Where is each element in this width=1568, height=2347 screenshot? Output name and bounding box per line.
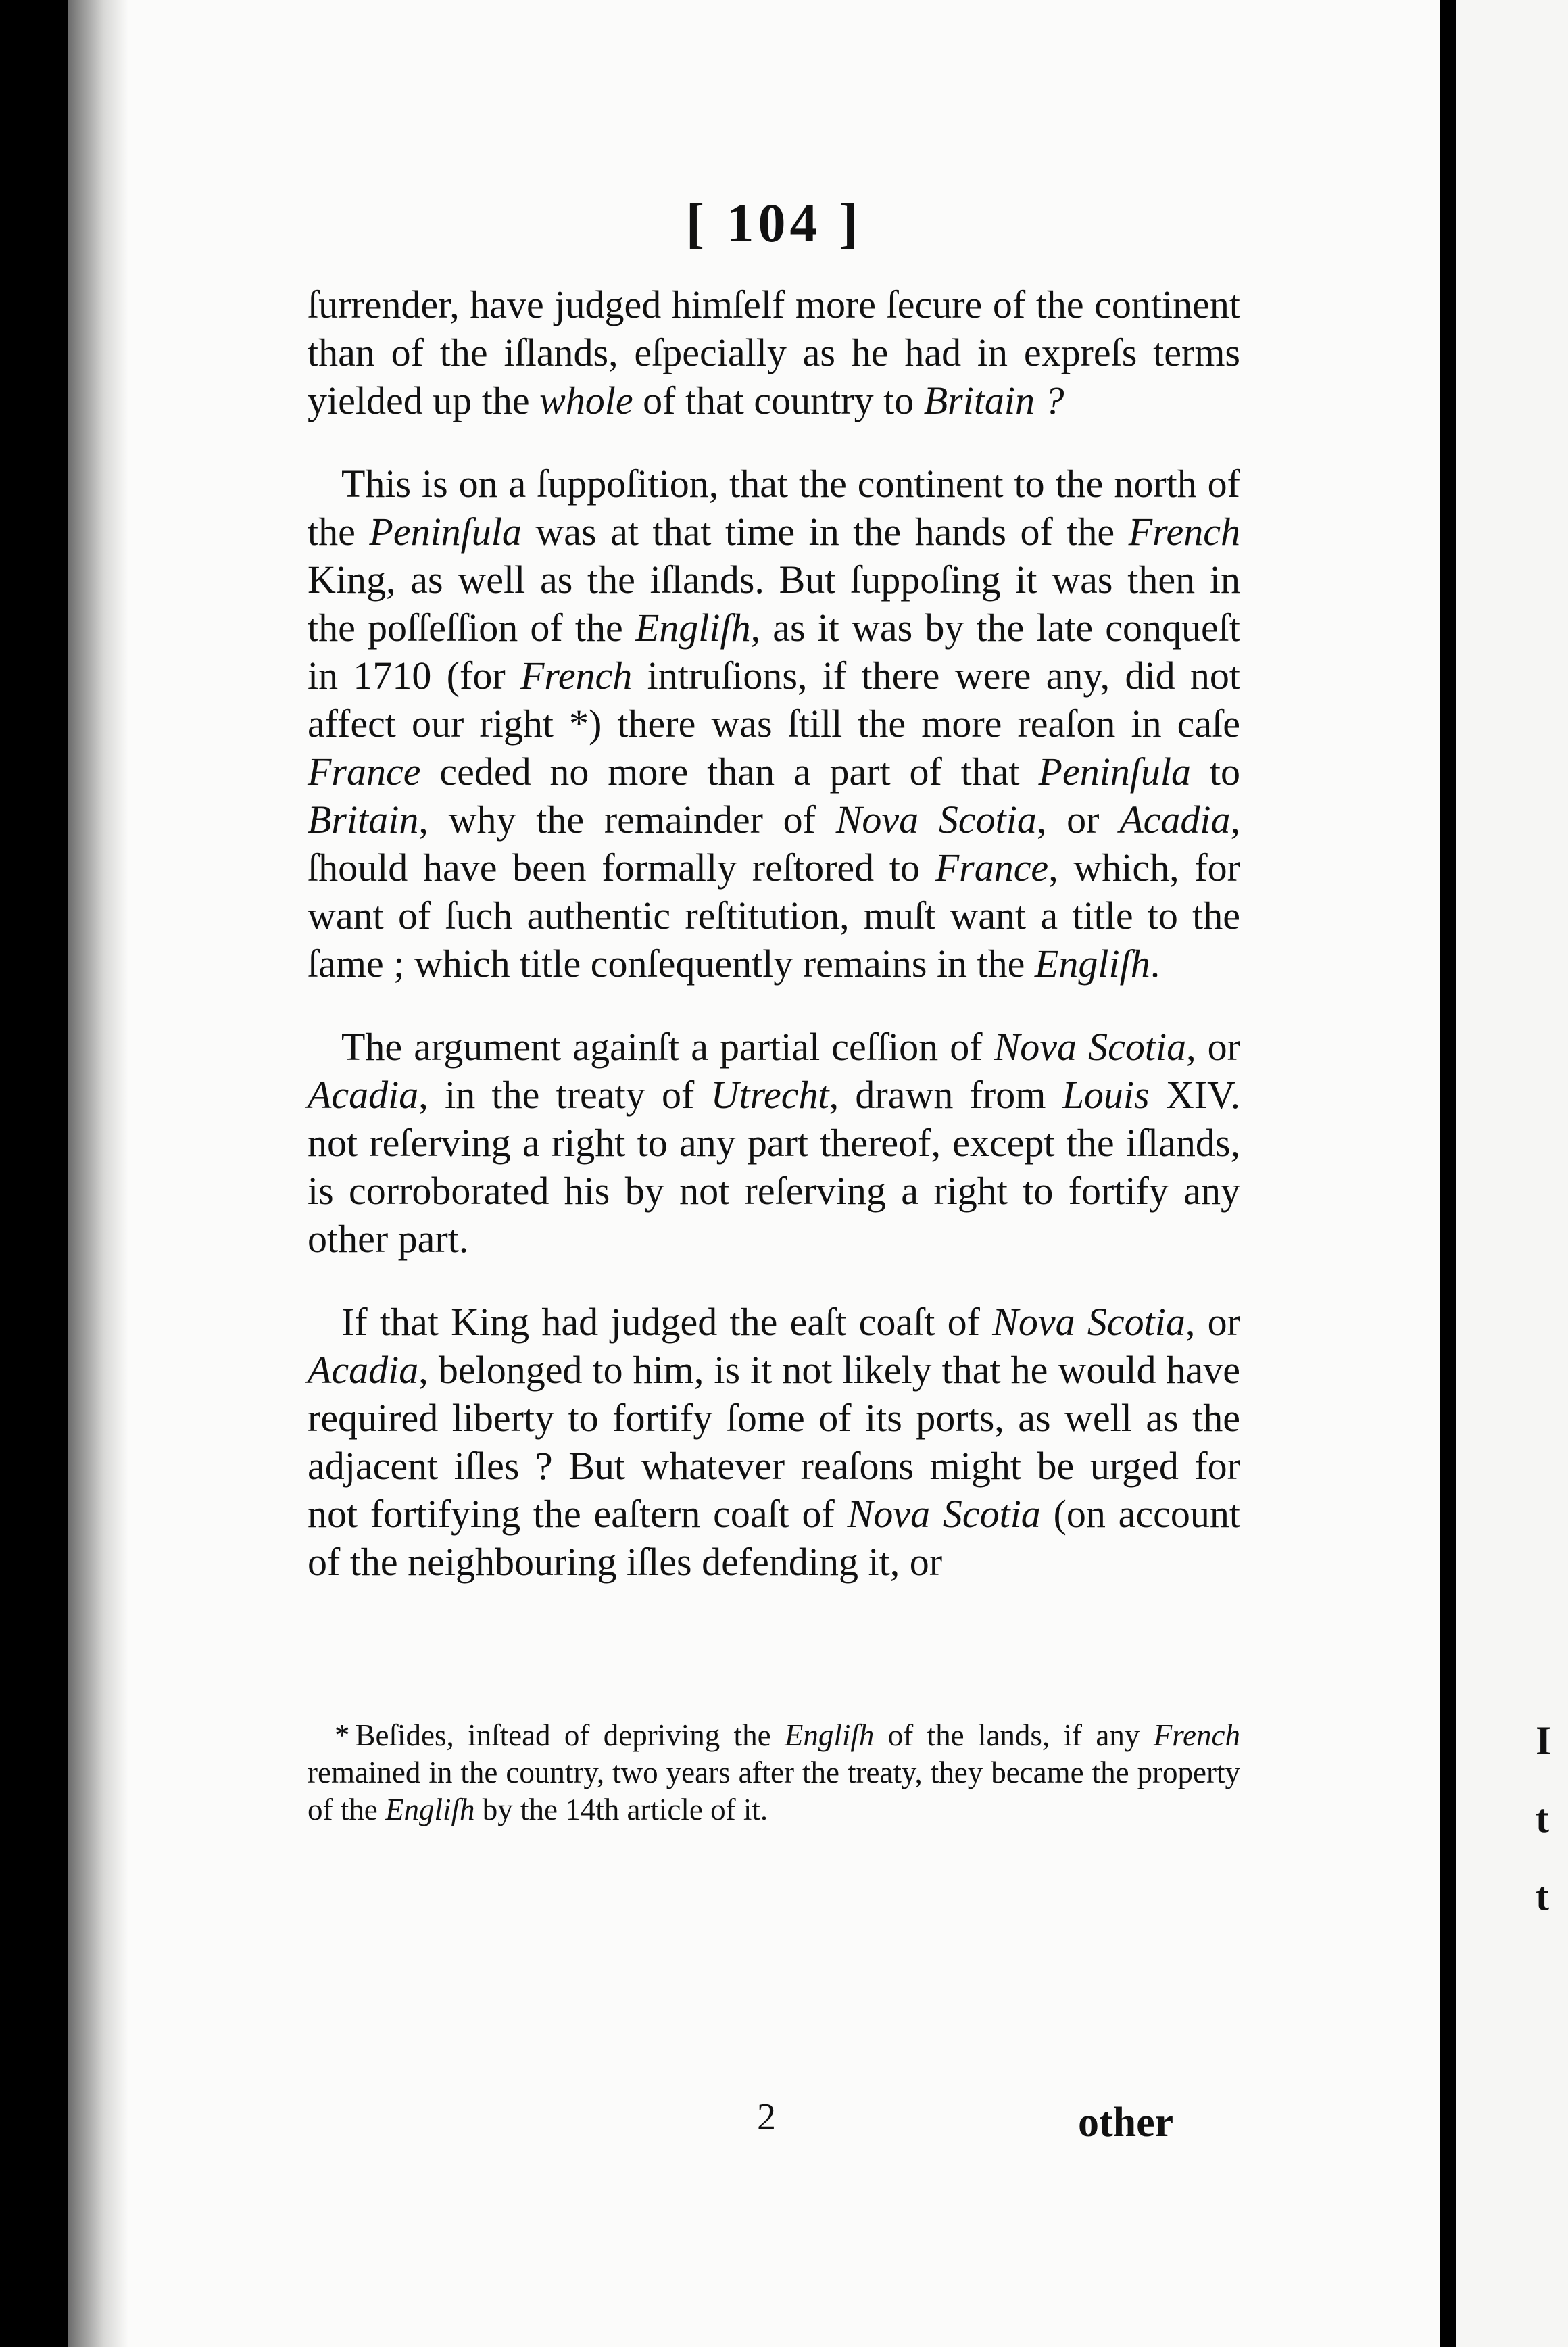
italic-text: Louis [1062, 1073, 1150, 1117]
paragraphs [308, 281, 1240, 1586]
text-run: , in the treaty of [418, 1073, 711, 1117]
text-run: , or [1185, 1300, 1240, 1345]
text-run: , ſhould have been formally reſtored to [308, 798, 1240, 890]
text-run: of that country to [633, 379, 924, 423]
text-run: of the lands, if any [874, 1718, 1154, 1752]
text-run: (on account of the neighbouring iſles defending it, or [308, 1492, 1240, 1584]
italic-text: French [520, 654, 633, 698]
italic-text: Acadia [1119, 798, 1231, 842]
paragraph-p1 [308, 281, 1240, 425]
paragraph-p2 [308, 460, 1240, 988]
italic-text: whole [539, 379, 633, 423]
text-run: by the 14th article of it. [474, 1793, 768, 1826]
text-run: , drawn from [829, 1073, 1062, 1117]
text-run: The argument againſt a partial ceſſion of [341, 1025, 994, 1069]
facing-page-edge [1456, 0, 1568, 2347]
italic-text: French [1128, 510, 1241, 554]
italic-text: Acadia [308, 1073, 419, 1117]
italic-text: Nova Scotia [992, 1300, 1185, 1345]
paragraph-p4 [308, 1298, 1240, 1586]
text-run: was at that time in the hands of the [521, 510, 1129, 554]
text-run: ceded no more than a part of that [420, 750, 1039, 794]
signature-mark: 2 [757, 2096, 776, 2138]
footnote-text [308, 1718, 1240, 1826]
text-run: ſurrender, have judged himſelf more ſecure of the continent than of the iſlands, eſpecially as he had in expreſs terms yielded up the [308, 283, 1240, 423]
text-run: intruſions, if there were any, did not affect our right *) there was ſtill the more reaſon in caſe [308, 654, 1241, 746]
text-run: , or [1036, 798, 1120, 842]
italic-text: Britain [308, 798, 419, 842]
italic-text: Acadia [308, 1348, 419, 1393]
italic-text: France [308, 750, 421, 794]
text-run: King, as well as the iſlands. But ſuppoſing it was then in the poſſeſſion of the [308, 558, 1240, 650]
text-run: XIV. not reſerving a right to any part thereof, except the iſlands, is corroborated his by not reſerving a right to fortify any other part. [308, 1073, 1241, 1261]
page-number-header: [ 104 ] [685, 192, 862, 253]
facing-page-fragment: t [1536, 1796, 1549, 1841]
italic-text: Peninſula [369, 510, 522, 554]
italic-text: Engliſh [784, 1718, 875, 1752]
text-run: Beſides, inſtead of depriving the [355, 1718, 785, 1752]
italic-text: Engliſh [1034, 942, 1150, 986]
text-run: to [1191, 750, 1240, 794]
text-run: , why the remainder of [418, 798, 836, 842]
text-run: , or [1186, 1025, 1240, 1069]
italic-text: Nova Scotia [994, 1025, 1187, 1069]
italic-text: Engliſh [635, 606, 751, 650]
italic-text: Britain ? [923, 379, 1064, 423]
italic-text: French [1153, 1718, 1240, 1752]
footnote-mark: * [335, 1718, 350, 1752]
catchword: other [1078, 2100, 1174, 2146]
gutter-shadow [68, 0, 128, 2347]
facing-page-fragment: t [1536, 1874, 1549, 1918]
text-run: If that King had judged the eaſt coaſt of [341, 1300, 993, 1345]
text-run: , which, for want of ſuch authentic reſtitution, muſt want a title to the ſame ; which title conſequently remains in the [308, 846, 1240, 986]
paragraph-p3 [308, 1023, 1240, 1263]
italic-text: Nova Scotia [847, 1492, 1041, 1537]
text-run: remained in the country, two years after the treaty, they became the property of the [308, 1756, 1240, 1826]
facing-page-fragment: I [1536, 1718, 1552, 1763]
italic-text: Utrecht [710, 1073, 829, 1117]
page-fold [1440, 0, 1456, 2347]
text-run: , belonged to him, is it not likely that he would have required liberty to fortify ſome of its ports, as well as the adjacent iſles ? But whatever reaſons might be urged for not fortifying the eaſtern coaſt of [308, 1348, 1240, 1537]
italic-text: Engliſh [385, 1793, 475, 1826]
footnote [308, 1717, 1240, 1829]
italic-text: Nova Scotia [835, 798, 1037, 842]
text-run: . [1150, 942, 1160, 986]
text-run: , as it was by the late conqueſt in 1710 (for [308, 606, 1241, 698]
italic-text: Peninſula [1038, 750, 1192, 794]
text-run: This is on a ſuppoſition, that the continent to the north of the [308, 462, 1240, 554]
italic-text: France [935, 846, 1049, 890]
text-block [308, 193, 1240, 1621]
